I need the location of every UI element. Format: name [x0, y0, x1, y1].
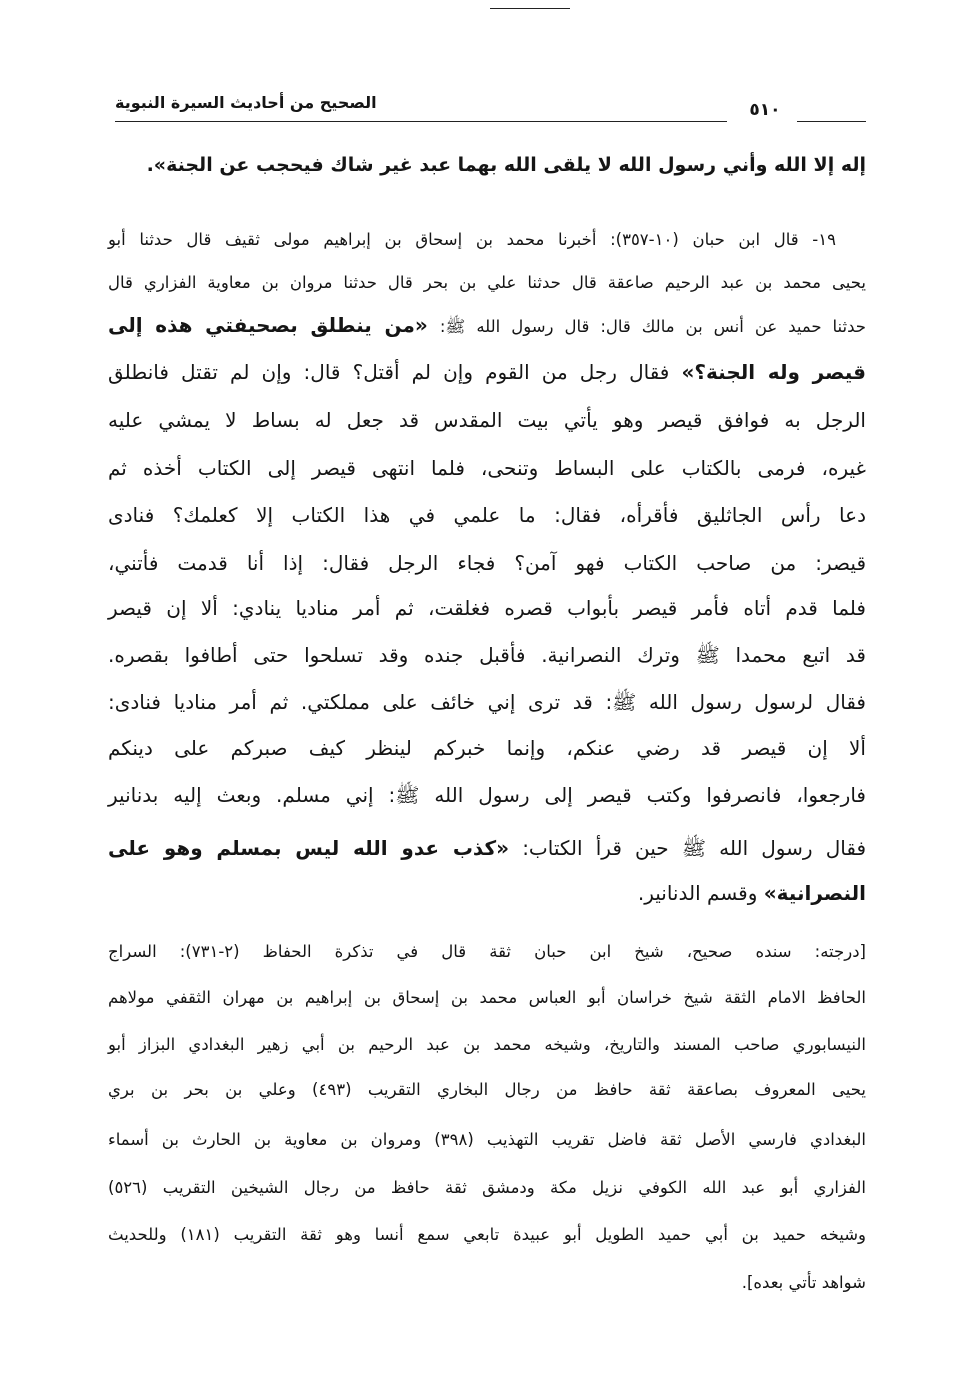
hadith-text: فقال لرسول رسول الله ﷺ: قد ترى إني خائف على مملكتي. ثم أمر مناديا فنادى:: [108, 690, 866, 714]
hadith-line: [108, 450, 866, 486]
hadith-line: [108, 730, 866, 766]
hadith-line: [108, 590, 866, 626]
hadith-text: الرجل به فوافق قيصر وهو يأتي بيت المقدس قد جعل له بساط لا يمشي عليه: [108, 408, 866, 432]
hadith-line: [108, 497, 866, 533]
hadith-line: [108, 354, 866, 390]
hadith-text: وقسم الدنانير.: [637, 881, 758, 905]
page-number: ٥١٠: [749, 100, 781, 120]
hadith-line: [108, 402, 866, 438]
hadith-text: فلما قدم أتاه فأمر قيصر بأبواب قصره فغلقت، ثم أمر مناديا ينادي: ألا إن قيصر: [108, 596, 866, 620]
running-header-title: الصحيح من أحاديث السيرة النبوية: [115, 93, 377, 112]
commentary-line: البغدادي فارسي الأصل ثقة فاضل تقريب التهذيب (٣٩٨) ومروان بن معاوية بن الحارث بن أسماء: [108, 1130, 866, 1149]
commentary-line: [درجته: سنده صحيح، شيخ ابن حبان ثقة قال في تذكرة الحفاظ (٢-٧٣١): السراج: [108, 942, 866, 961]
hadith-line: [108, 830, 866, 866]
hadith-quote: قيصر وله الجنة؟»: [681, 360, 867, 384]
commentary-line: الحافظ الامام الثقة شيخ خراسان أبو العباس محمد بن إسحاق بن إبراهيم بن مهران الثقفي مولاهم: [108, 988, 866, 1007]
hadith-text: غيره، فرمى بالكتاب على البساط وتنحى، فلما انتهى قيصر إلى الكتاب أخذه ثم: [108, 456, 866, 480]
hadith-text: دعا رأس الجاثليق فأقرأه، فقال: ما علمي في هذا الكتاب إلا كعلمك؟ فنادى: [108, 503, 866, 527]
hadith-text: قد اتبع محمدا ﷺ وترك النصرانية. فأقبل جنده وقد تسلحوا حتى أطافوا بقصره.: [108, 643, 866, 667]
hadith-quote: «من ينطلق بصحيفتي هذه إلى: [108, 313, 428, 337]
hadith-text: حدثنا حميد عن أنس بن مالك قال: قال رسول الله ﷺ:: [439, 317, 866, 336]
commentary-line: شواهد تأتي بعده].: [741, 1273, 866, 1292]
top-scan-rule: [490, 8, 570, 9]
hadith-text: فقال رجل من القوم وإن لم أقتل؟ قال: وإن لم تقتل فانطلق: [108, 360, 670, 384]
hadith-line: [108, 875, 866, 911]
hadith-line: [108, 684, 866, 720]
hadith-line: [108, 545, 866, 581]
hadith-text: فقال رسول الله ﷺ حين قرأ الكتاب:: [522, 836, 867, 860]
hadith-quote: «كذب عدو الله ليس بمسلم وهو على: [108, 836, 510, 860]
hadith-text: يحيى محمد بن عبد الرحيم صاعقة قال حدثنا علي بن بحر قال حدثنا مروان بن معاوية الفزاري قال: [108, 273, 866, 292]
hadith-line: [108, 307, 866, 343]
header-rule-right: [797, 121, 866, 122]
hadith-line: [108, 222, 866, 258]
hadith-line: [108, 265, 866, 301]
hadith-line: [108, 777, 866, 813]
commentary-line: النيسابوري صاحب المسند والتاريخ، وشيخه محمد بن عبد الرحيم بن أبي زهير البغدادي البزاز أبو: [108, 1035, 866, 1054]
commentary-line: وشيخه حميد بن أبي حميد الطويل أبو عبيدة تابعي سمع أنسا وهو ثقة التقريب (١٨١) وللحديث: [108, 1225, 867, 1244]
hadith-text: قيصر: من صاحب الكتاب فهو آمن؟ فجاء الرجل فقال: إذا أنا قدمت فأتني،: [108, 551, 866, 575]
commentary-line: يحيى المعروف بصاعقة ثقة حافظ من رجال البخاري التقريب (٤٩٣) وعلي بن بحر بن بري: [108, 1080, 866, 1099]
hadith-quote: النصرانية»: [763, 881, 866, 905]
hadith-text: ١٩- قال ابن حبان (١٠-٣٥٧): أخبرنا محمد بن إسحاق بن إبراهيم مولى ثقيف قال حدثنا أبو: [108, 230, 836, 249]
hadith-text: فارجعوا، فانصرفوا وكتب قيصر إلى رسول الله ﷺ: إني مسلم. وبعث إليه بدنانير: [108, 783, 866, 807]
commentary-line: الفزاري أبو عبد الله الكوفي نزيل مكة ودمشق ثقة حافظ من رجال الشيخين التقريب (٥٢٦): [108, 1178, 866, 1197]
hadith-line: [108, 637, 866, 673]
opening-line: إله إلا الله وأني رسول الله لا يلقى الله بهما عبد غير شاك فيحجب عن الجنة».: [146, 154, 866, 176]
hadith-text: ألا إن قيصر قد رضي عنكم، وإنما خبركم لينظر كيف صبركم على دينكم: [108, 736, 866, 760]
header-rule-left: [115, 121, 727, 122]
